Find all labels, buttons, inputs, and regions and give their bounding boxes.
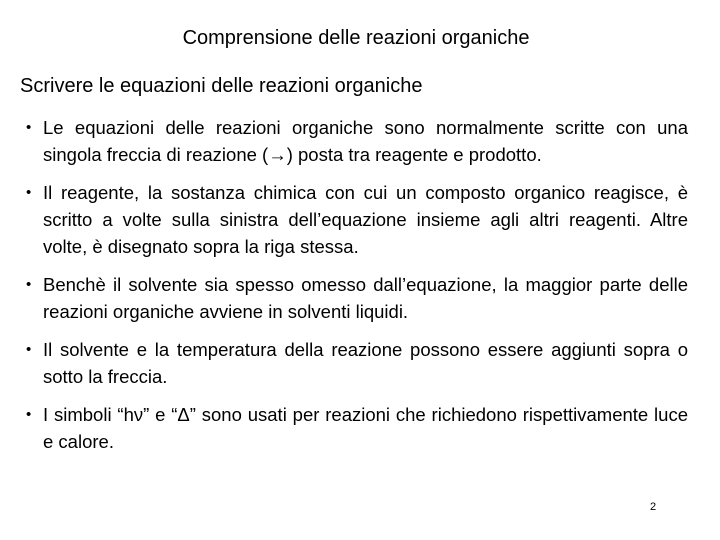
bullet-marker: • (26, 406, 32, 423)
bullet-item (26, 401, 688, 455)
slide-title: Comprensione delle reazioni organiche (182, 27, 530, 49)
bullet-marker: • (26, 276, 32, 293)
bullet-item (26, 271, 688, 325)
page-number: 2 (650, 501, 657, 513)
bullet-item (26, 179, 688, 260)
bullet-list (26, 114, 688, 466)
bullet-marker: • (26, 119, 32, 136)
bullet-marker: • (26, 184, 32, 201)
bullet-item (26, 336, 688, 390)
bullet-marker: • (26, 341, 32, 358)
bullet-text: Benchè il solvente sia spesso omesso dall’equazione, la maggior parte delle reazioni organiche avviene in solventi liquidi. (43, 274, 688, 322)
section-subtitle: Scrivere le equazioni delle reazioni organiche (20, 75, 423, 97)
bullet-text: Il solvente e la temperatura della reazione possono essere aggiunti sopra o sotto la freccia. (43, 339, 688, 387)
bullet-text: Il reagente, la sostanza chimica con cui un composto organico reagisce, è scritto a volte sulla sinistra dell’equazione insieme agli altri reagenti. Altre volte, è disegnato sopra la riga stessa. (43, 182, 688, 257)
bullet-text: I simboli “hν” e “Δ” sono usati per reazioni che richiedono rispettivamente luce e calore. (43, 404, 688, 452)
bullet-item (26, 114, 688, 168)
bullet-text: Le equazioni delle reazioni organiche sono normalmente scritte con una singola freccia di reazione (→) posta tra reagente e prodotto. (43, 117, 688, 165)
